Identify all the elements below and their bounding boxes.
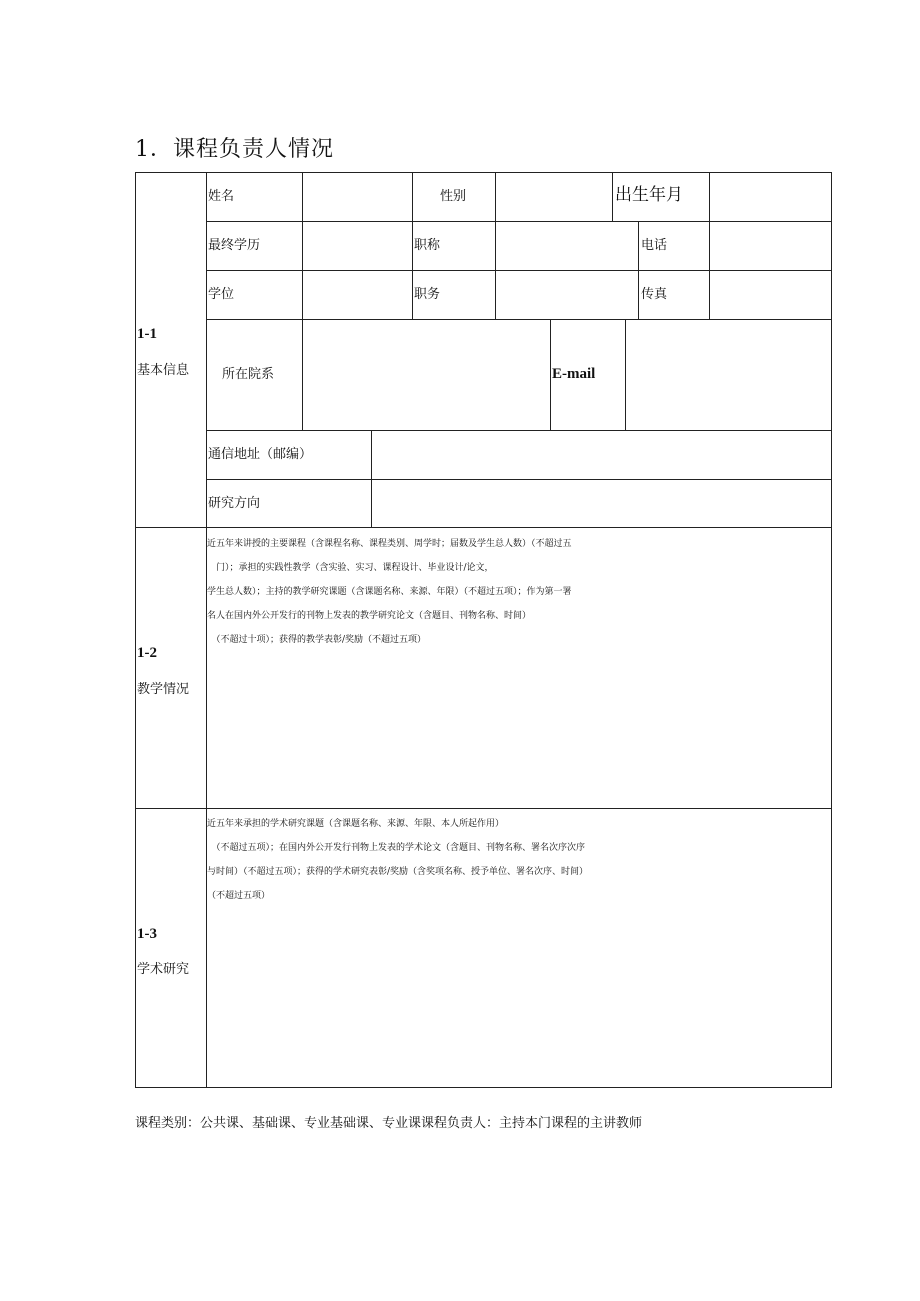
teaching-line: 近五年来讲授的主要课程（含课程名称、课程类别、周学时；届数及学生总人数）（不超过五: [207, 539, 572, 549]
section-number: 1-2: [137, 645, 157, 661]
col-line: [612, 172, 613, 221]
section-line: [135, 527, 832, 528]
label-degree: 学位: [208, 287, 235, 302]
footnote: 课程类别：公共课、基础课、专业基础课、专业课课程负责人：主持本门课程的主讲教师: [135, 1116, 643, 1131]
label-phone: 电话: [641, 238, 668, 253]
col-line: [495, 172, 496, 319]
label-address: 通信地址（邮编）: [208, 447, 313, 462]
section-number: 1-1: [137, 326, 157, 342]
col-line: [412, 172, 413, 319]
page-title: 1．课程负责人情况: [135, 137, 334, 162]
col-line: [709, 172, 710, 319]
label-fax: 传真: [641, 287, 668, 302]
teaching-line: （不超过十项）；获得的教学表彰/奖励（不超过五项）: [207, 635, 427, 645]
teaching-line: 名人在国内外公开发行的刊物上发表的教学研究论文（含题目、刊物名称、时间）: [207, 611, 532, 621]
academic-line: （不超过五项）；在国内外公开发行刊物上发表的学术论文（含题目、刊物名称、署名次序次序: [207, 843, 586, 853]
label-research: 研究方向: [208, 496, 261, 511]
section-number: 1-3: [137, 926, 157, 942]
label-department: 所在院系: [222, 367, 275, 382]
teaching-line: 学生总人数）；主持的教学研究课题（含课题名称、来源、年限）（不超过五项）；作为第一署: [207, 587, 572, 597]
col-line: [302, 172, 303, 319]
teaching-line: 门）；承担的实践性教学（含实验、实习、课程设计、毕业设计/论文，: [207, 563, 494, 573]
academic-line: 近五年来承担的学术研究课题（含课题名称、来源、年限、本人所起作用）: [207, 819, 505, 829]
label-email: E-mail: [552, 366, 596, 382]
academic-line: 与时间）（不超过五项）；获得的学术研究表彰/奖励（含奖项名称、授予单位、署名次序、时间）: [207, 867, 589, 877]
academic-line: （不超过五项）: [207, 891, 271, 901]
section-line: [135, 808, 832, 809]
label-position: 职务: [414, 287, 441, 302]
teaching-instructions: [207, 532, 831, 652]
col-line: [302, 319, 303, 430]
label-name: 姓名: [208, 189, 235, 204]
col-line: [550, 319, 551, 430]
col-line: [638, 221, 639, 319]
row-line: [206, 479, 832, 480]
row-line: [206, 270, 832, 271]
label-education: 最终学历: [208, 238, 261, 253]
row-line: [206, 430, 832, 431]
col-line: [625, 319, 626, 430]
section-name: 学术研究: [137, 962, 190, 977]
section-name: 教学情况: [137, 682, 190, 697]
col-line: [371, 430, 372, 527]
row-line: [206, 319, 832, 320]
section-name: 基本信息: [137, 363, 190, 378]
label-title: 职称: [414, 238, 441, 253]
label-gender: 性别: [440, 189, 467, 204]
academic-instructions: [207, 812, 831, 908]
row-line: [206, 221, 832, 222]
label-birth: 出生年月: [615, 185, 683, 205]
